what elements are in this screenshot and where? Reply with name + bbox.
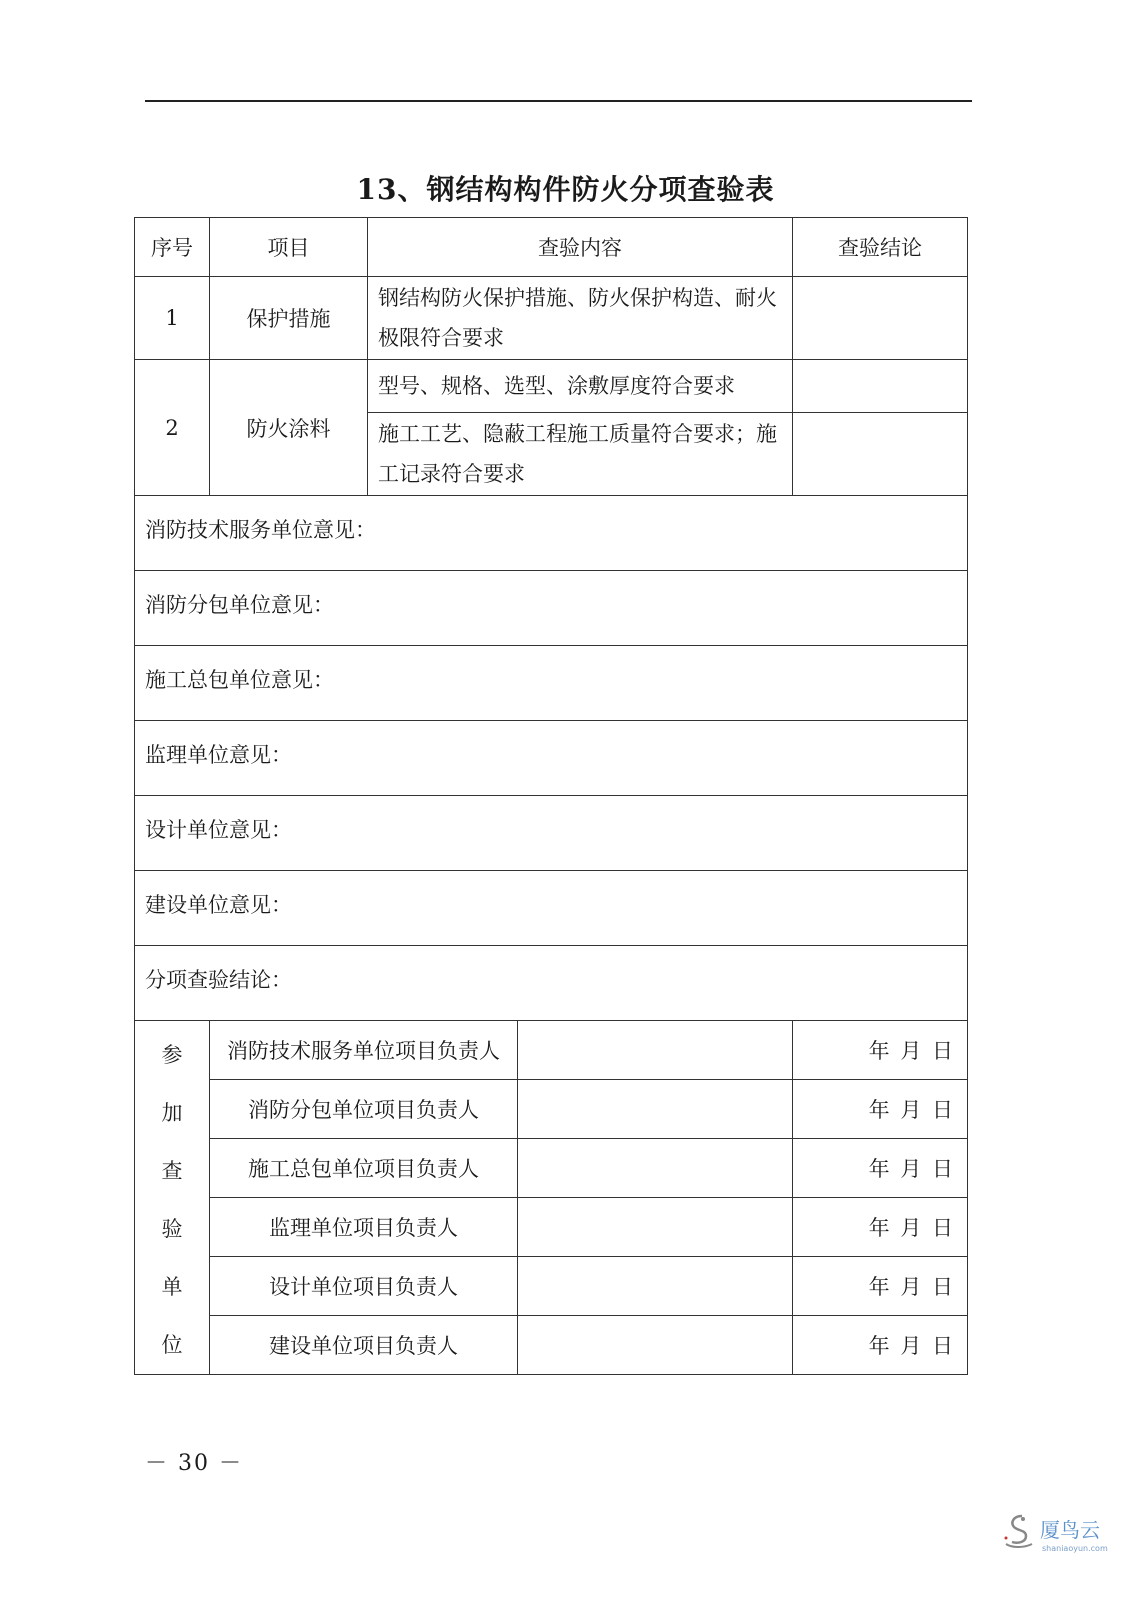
participant-row xyxy=(135,1198,968,1257)
opinion-supervision[interactable] xyxy=(135,721,968,796)
date-cell[interactable]: 年 月 日 xyxy=(793,1257,968,1316)
document-title: 13、钢结构构件防火分项查验表 xyxy=(356,173,775,206)
table-header-row xyxy=(135,218,968,277)
participant-row xyxy=(135,1316,968,1375)
bird-logo-icon xyxy=(1002,1512,1036,1550)
opinion-label: 建设单位意见： xyxy=(145,893,292,917)
opinion-design[interactable] xyxy=(135,796,968,871)
header-rule xyxy=(145,100,972,102)
opinion-label: 监理单位意见： xyxy=(145,743,292,767)
page-number: － 30 － xyxy=(145,1451,243,1476)
participant-role: 设计单位项目负责人 xyxy=(210,1257,518,1316)
opinion-construction[interactable] xyxy=(135,871,968,946)
conclusion-cell[interactable] xyxy=(793,360,968,413)
row-content: 钢结构防火保护措施、防火保护构造、耐火极限符合要求 xyxy=(368,277,793,360)
opinion-row xyxy=(135,946,968,1021)
participant-role: 监理单位项目负责人 xyxy=(210,1198,518,1257)
opinion-general-contractor[interactable] xyxy=(135,646,968,721)
opinion-label: 消防技术服务单位意见： xyxy=(145,518,376,542)
table-row xyxy=(135,277,968,360)
opinion-label: 设计单位意见： xyxy=(145,818,292,842)
date-cell[interactable]: 年 月 日 xyxy=(793,1021,968,1080)
participant-row xyxy=(135,1257,968,1316)
opinion-subcontractor[interactable] xyxy=(135,571,968,646)
opinion-row xyxy=(135,646,968,721)
header-conclusion: 查验结论 xyxy=(793,218,968,277)
opinion-label: 施工总包单位意见： xyxy=(145,668,334,692)
participants-vertical-label: 参 加 查 验 单 位 xyxy=(135,1021,210,1375)
row-item: 保护措施 xyxy=(210,277,368,360)
table-row xyxy=(135,360,968,413)
participant-row xyxy=(135,1139,968,1198)
signature-cell[interactable] xyxy=(518,1257,793,1316)
row-no: 1 xyxy=(135,277,210,360)
watermark-text: 厦鸟云 xyxy=(1040,1518,1100,1542)
date-cell[interactable]: 年 月 日 xyxy=(793,1139,968,1198)
opinion-row xyxy=(135,721,968,796)
opinion-row xyxy=(135,796,968,871)
opinion-row xyxy=(135,496,968,571)
opinion-conclusion[interactable] xyxy=(135,946,968,1021)
opinion-row xyxy=(135,871,968,946)
conclusion-cell[interactable] xyxy=(793,277,968,360)
row-no: 2 xyxy=(135,360,210,496)
header-item: 项目 xyxy=(210,218,368,277)
row-content: 施工工艺、隐蔽工程施工质量符合要求；施工记录符合要求 xyxy=(368,413,793,496)
participant-role: 施工总包单位项目负责人 xyxy=(210,1139,518,1198)
participant-role: 建设单位项目负责人 xyxy=(210,1316,518,1375)
opinion-label: 分项查验结论： xyxy=(145,968,292,992)
date-cell[interactable]: 年 月 日 xyxy=(793,1198,968,1257)
watermark xyxy=(1002,1508,1122,1564)
participant-role: 消防分包单位项目负责人 xyxy=(210,1080,518,1139)
watermark-url: shaniaoyun.com xyxy=(1042,1544,1108,1553)
signature-cell[interactable] xyxy=(518,1021,793,1080)
conclusion-cell[interactable] xyxy=(793,413,968,496)
row-content: 型号、规格、选型、涂敷厚度符合要求 xyxy=(368,360,793,413)
header-no: 序号 xyxy=(135,218,210,277)
signature-cell[interactable] xyxy=(518,1080,793,1139)
date-cell[interactable]: 年 月 日 xyxy=(793,1316,968,1375)
row-item: 防火涂料 xyxy=(210,360,368,496)
signature-cell[interactable] xyxy=(518,1139,793,1198)
participant-role: 消防技术服务单位项目负责人 xyxy=(210,1021,518,1080)
signature-cell[interactable] xyxy=(518,1316,793,1375)
opinion-label: 消防分包单位意见： xyxy=(145,593,334,617)
header-content: 查验内容 xyxy=(368,218,793,277)
date-cell[interactable]: 年 月 日 xyxy=(793,1080,968,1139)
inspection-table xyxy=(134,217,968,1375)
opinion-tech-service[interactable] xyxy=(135,496,968,571)
participant-row xyxy=(135,1080,968,1139)
participant-row xyxy=(135,1021,968,1080)
signature-cell[interactable] xyxy=(518,1198,793,1257)
opinion-row xyxy=(135,571,968,646)
